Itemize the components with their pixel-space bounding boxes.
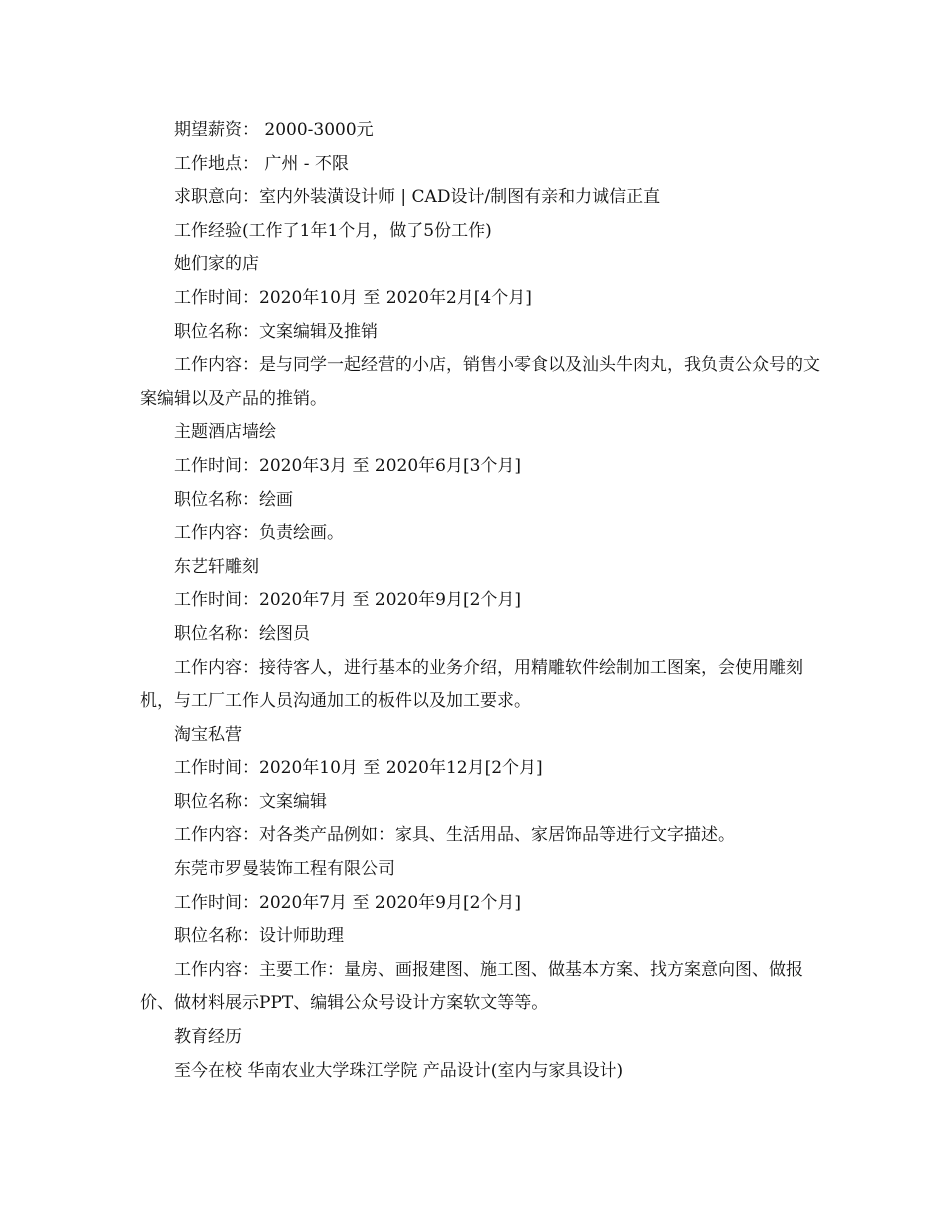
- job-entry: [140, 248, 830, 416]
- job-title: 职位名称：绘图员: [174, 623, 310, 644]
- job-time: 工作时间：2020年10月 至 2020年2月[4个月]: [174, 287, 532, 308]
- job-time: 工作时间：2020年7月 至 2020年9月[2个月]: [174, 892, 522, 913]
- job-company: 东艺轩雕刻: [174, 556, 259, 577]
- job-content: 工作内容：接待客人，进行基本的业务介绍，用精雕软件绘制加工图案，会使用雕刻机，与工厂工作人员沟通加工的板件以及加工要求。: [140, 657, 803, 712]
- education-entry: 至今在校 华南农业大学珠江学院 产品设计(室内与家具设计): [174, 1060, 624, 1081]
- job-intent: 求职意向：室内外装潢设计师 | CAD设计/制图有亲和力诚信正直: [174, 187, 661, 208]
- job-content: 工作内容：对各类产品例如：家具、生活用品、家居饰品等进行文字描述。: [174, 825, 735, 846]
- job-entry: [140, 853, 830, 1021]
- work-location: 工作地点： 广州 - 不限: [174, 153, 349, 174]
- resume-body: [140, 114, 830, 1088]
- job-title: 职位名称：设计师助理: [174, 926, 344, 947]
- job-time: 工作时间：2020年7月 至 2020年9月[2个月]: [174, 590, 522, 611]
- experience-header: 工作经验(工作了1年1个月，做了5份工作): [174, 220, 492, 241]
- job-content: 工作内容：负责绘画。: [174, 523, 344, 544]
- education-header: 教育经历: [174, 1027, 242, 1048]
- job-company: 东莞市罗曼装饰工程有限公司: [174, 859, 395, 880]
- job-title: 职位名称：文案编辑及推销: [174, 321, 378, 342]
- job-content: 工作内容：是与同学一起经营的小店，销售小零食以及汕头牛肉丸，我负责公众号的文案编辑以及产品的推销。: [140, 355, 820, 409]
- job-company: 她们家的店: [174, 254, 259, 275]
- job-entry: [140, 551, 830, 719]
- job-content: 工作内容：主要工作：量房、画报建图、施工图、做基本方案、找方案意向图、做报价、做材料展示PPT、编辑公众号设计方案软文等等。: [140, 959, 803, 1014]
- job-title: 职位名称：文案编辑: [174, 791, 327, 812]
- job-entry: [140, 416, 830, 550]
- job-time: 工作时间：2020年10月 至 2020年12月[2个月]: [174, 758, 543, 779]
- expected-salary: 期望薪资： 2000-3000元: [174, 120, 374, 140]
- job-entry: [140, 719, 830, 853]
- job-time: 工作时间：2020年3月 至 2020年6月[3个月]: [174, 455, 522, 476]
- job-company: 淘宝私营: [174, 724, 242, 745]
- job-title: 职位名称：绘画: [174, 489, 293, 510]
- job-company: 主题酒店墙绘: [174, 422, 276, 443]
